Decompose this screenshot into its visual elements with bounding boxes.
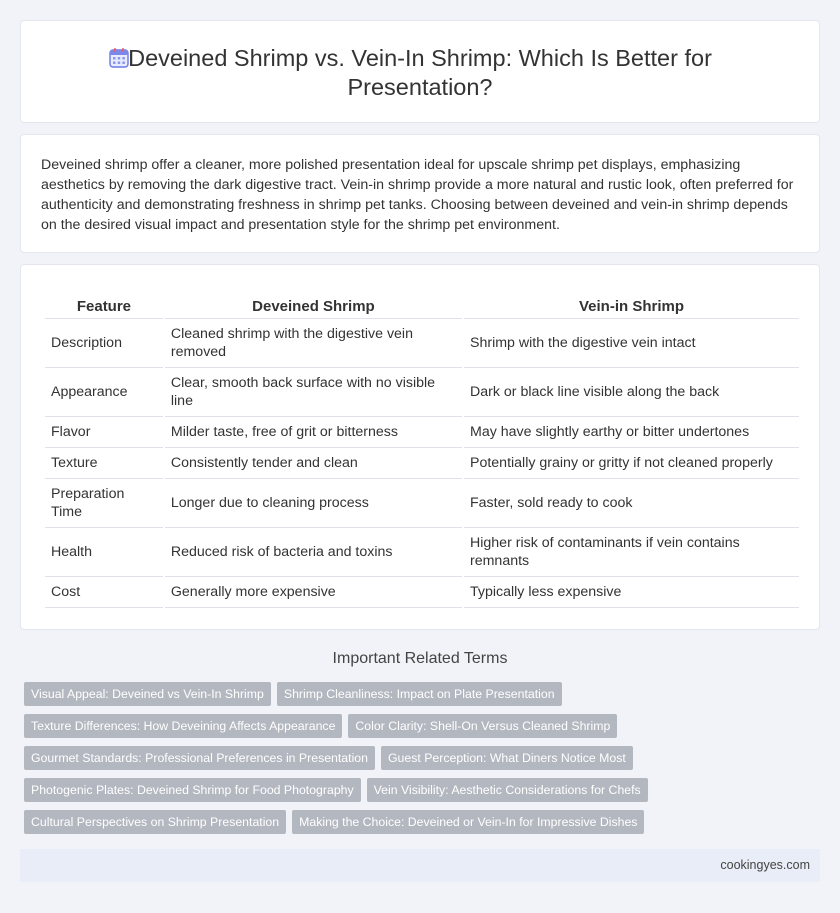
table-header: Feature <box>45 293 163 319</box>
table-row <box>45 417 799 448</box>
related-term-tag[interactable]: Visual Appeal: Deveined vs Vein-In Shrimp <box>24 682 271 706</box>
related-term-tag[interactable]: Shrimp Cleanliness: Impact on Plate Presentation <box>277 682 562 706</box>
table-cell: Preparation Time <box>45 479 163 528</box>
table-row <box>45 319 799 368</box>
related-term-tag[interactable]: Gourmet Standards: Professional Preferences in Presentation <box>24 746 375 770</box>
related-terms-title: Important Related Terms <box>332 650 508 667</box>
comparison-table <box>43 293 801 608</box>
table-cell: Longer due to cleaning process <box>165 479 462 528</box>
table-row <box>45 368 799 417</box>
table-cell: Clear, smooth back surface with no visible line <box>165 368 462 417</box>
table-cell: Typically less expensive <box>464 577 799 608</box>
table-cell: Shrimp with the digestive vein intact <box>464 319 799 368</box>
table-cell: Higher risk of contaminants if vein contains remnants <box>464 528 799 577</box>
table-cell: Reduced risk of bacteria and toxins <box>165 528 462 577</box>
related-term-tag[interactable]: Making the Choice: Deveined or Vein-In for Impressive Dishes <box>292 810 644 834</box>
summary-text: Deveined shrimp offer a cleaner, more polished presentation ideal for upscale shrimp pet displays, emphasizing aesthetics by removing the dark digestive tract. Vein-in shrimp provide a more natural and rustic look, often preferred for authenticity and demonstrating freshness in shrimp pet tanks. Choosing between deveined and vein-in shrimp depends on the desired visual impact and presentation style for the shrimp pet environment. <box>41 157 794 233</box>
table-cell: Flavor <box>45 417 163 448</box>
table-header: Deveined Shrimp <box>165 293 462 319</box>
table-cell: Health <box>45 528 163 577</box>
table-cell: Faster, sold ready to cook <box>464 479 799 528</box>
table-cell: Appearance <box>45 368 163 417</box>
summary-card <box>20 134 820 253</box>
related-term-tag[interactable]: Cultural Perspectives on Shrimp Presentation <box>24 810 286 834</box>
table-cell: Dark or black line visible along the back <box>464 368 799 417</box>
related-term-tag[interactable]: Color Clarity: Shell-On Versus Cleaned Shrimp <box>348 714 617 738</box>
table-cell: Potentially grainy or gritty if not cleaned properly <box>464 448 799 479</box>
table-header: Vein-in Shrimp <box>464 293 799 319</box>
table-row <box>45 448 799 479</box>
page-title: Deveined Shrimp vs. Vein-In Shrimp: Which Is Better for Presentation? <box>128 45 712 100</box>
site-name[interactable]: cookingyes.com <box>720 858 810 872</box>
related-term-tag[interactable]: Guest Perception: What Diners Notice Most <box>381 746 633 770</box>
table-row <box>45 479 799 528</box>
table-row <box>45 577 799 608</box>
footer <box>20 849 820 882</box>
table-cell: Consistently tender and clean <box>165 448 462 479</box>
comparison-card <box>20 264 820 630</box>
table-cell: Texture <box>45 448 163 479</box>
table-cell: May have slightly earthy or bitter undertones <box>464 417 799 448</box>
related-terms-list <box>24 682 824 842</box>
related-term-tag[interactable]: Photogenic Plates: Deveined Shrimp for Food Photography <box>24 778 361 802</box>
related-term-tag[interactable]: Texture Differences: How Deveining Affects Appearance <box>24 714 342 738</box>
table-cell: Cleaned shrimp with the digestive vein removed <box>165 319 462 368</box>
related-term-tag[interactable]: Vein Visibility: Aesthetic Considerations for Chefs <box>367 778 648 802</box>
table-cell: Cost <box>45 577 163 608</box>
table-cell: Description <box>45 319 163 368</box>
table-cell: Milder taste, free of grit or bitterness <box>165 417 462 448</box>
table-cell: Generally more expensive <box>165 577 462 608</box>
header-card <box>20 20 820 123</box>
table-row <box>45 528 799 577</box>
